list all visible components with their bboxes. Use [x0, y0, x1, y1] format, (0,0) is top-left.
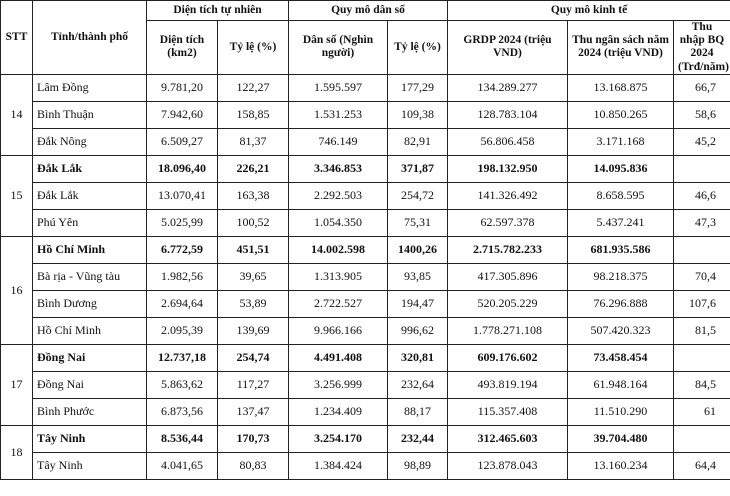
table-row — [1, 74, 730, 101]
cell-stt: 16 — [1, 236, 33, 344]
table-row — [1, 263, 730, 290]
cell-grdp: 493.819.194 — [448, 371, 568, 398]
cell-budget: 73.458.454 — [568, 344, 674, 371]
cell-population-pct: 98,89 — [388, 452, 448, 479]
cell-area-pct: 39,65 — [218, 263, 289, 290]
cell-area-pct: 254,74 — [218, 344, 289, 371]
cell-area-pct: 137,47 — [218, 398, 289, 425]
cell-budget: 681.935.586 — [568, 236, 674, 263]
cell-population: 9.966.166 — [289, 317, 388, 344]
cell-population-pct: 232,44 — [388, 425, 448, 452]
cell-area-pct: 122,27 — [218, 74, 289, 101]
cell-income: 47,3 — [674, 209, 730, 236]
cell-province: Phú Yên — [33, 209, 147, 236]
cell-grdp: 128.783.104 — [448, 101, 568, 128]
cell-grdp: 123.878.043 — [448, 452, 568, 479]
cell-grdp: 115.357.408 — [448, 398, 568, 425]
table-row — [1, 236, 730, 263]
cell-area-pct: 163,38 — [218, 182, 289, 209]
cell-population: 3.254.170 — [289, 425, 388, 452]
cell-income: 70,4 — [674, 263, 730, 290]
cell-area: 6.772,59 — [147, 236, 218, 263]
cell-province: Tây Ninh — [33, 452, 147, 479]
table-row — [1, 344, 730, 371]
table-row — [1, 398, 730, 425]
cell-grdp: 417.305.896 — [448, 263, 568, 290]
header-budget: Thu ngân sách năm 2024 (triệu VND) — [568, 21, 674, 75]
cell-income — [674, 236, 730, 263]
cell-population: 746.149 — [289, 128, 388, 155]
cell-area-pct: 80,83 — [218, 452, 289, 479]
cell-province: Bình Thuận — [33, 101, 147, 128]
cell-budget: 14.095.836 — [568, 155, 674, 182]
table-row — [1, 371, 730, 398]
header-province: Tỉnh/thành phố — [33, 1, 147, 75]
cell-grdp: 312.465.603 — [448, 425, 568, 452]
cell-population-pct: 93,85 — [388, 263, 448, 290]
header-income: Thu nhập BQ 2024 (Trđ/năm) — [674, 21, 730, 75]
header-population-group: Quy mô dân số — [289, 1, 448, 21]
cell-grdp: 520.205.229 — [448, 290, 568, 317]
cell-population: 1.234.409 — [289, 398, 388, 425]
cell-population-pct: 109,38 — [388, 101, 448, 128]
cell-area-pct: 117,27 — [218, 371, 289, 398]
table-row — [1, 425, 730, 452]
cell-grdp: 609.176.602 — [448, 344, 568, 371]
cell-area-pct: 139,69 — [218, 317, 289, 344]
header-grdp: GRDP 2024 (triệu VND) — [448, 21, 568, 75]
cell-income: 107,6 — [674, 290, 730, 317]
cell-population: 3.346.853 — [289, 155, 388, 182]
cell-area: 5.863,62 — [147, 371, 218, 398]
cell-stt: 15 — [1, 155, 33, 236]
cell-population: 1.595.597 — [289, 74, 388, 101]
cell-budget: 3.171.168 — [568, 128, 674, 155]
cell-grdp: 62.597.378 — [448, 209, 568, 236]
cell-budget: 13.160.234 — [568, 452, 674, 479]
cell-province: Đồng Nai — [33, 371, 147, 398]
cell-province: Tây Ninh — [33, 425, 147, 452]
table-row — [1, 101, 730, 128]
cell-area-pct: 81,37 — [218, 128, 289, 155]
table-row — [1, 209, 730, 236]
table-body — [1, 74, 730, 479]
cell-population: 1.384.424 — [289, 452, 388, 479]
cell-area-pct: 158,85 — [218, 101, 289, 128]
cell-population-pct: 320,81 — [388, 344, 448, 371]
cell-area-pct: 100,52 — [218, 209, 289, 236]
cell-area: 18.096,40 — [147, 155, 218, 182]
cell-income: 61 — [674, 398, 730, 425]
cell-population-pct: 194,47 — [388, 290, 448, 317]
cell-area-pct: 53,89 — [218, 290, 289, 317]
cell-area-pct: 451,51 — [218, 236, 289, 263]
cell-population-pct: 996,62 — [388, 317, 448, 344]
cell-budget: 507.420.323 — [568, 317, 674, 344]
cell-area: 2.694,64 — [147, 290, 218, 317]
cell-province: Hồ Chí Minh — [33, 236, 147, 263]
cell-income: 58,6 — [674, 101, 730, 128]
cell-income — [674, 344, 730, 371]
cell-stt: 18 — [1, 425, 33, 479]
cell-budget: 61.948.164 — [568, 371, 674, 398]
cell-population: 1.531.253 — [289, 101, 388, 128]
cell-area: 12.737,18 — [147, 344, 218, 371]
cell-province: Bà rịa - Vũng tàu — [33, 263, 147, 290]
cell-area: 9.781,20 — [147, 74, 218, 101]
cell-area: 1.982,56 — [147, 263, 218, 290]
cell-population: 2.292.503 — [289, 182, 388, 209]
cell-income: 84,5 — [674, 371, 730, 398]
cell-grdp: 56.806.458 — [448, 128, 568, 155]
cell-area-pct: 226,21 — [218, 155, 289, 182]
cell-population: 4.491.408 — [289, 344, 388, 371]
cell-budget: 39.704.480 — [568, 425, 674, 452]
header-population: Dân số (Nghìn người) — [289, 21, 388, 75]
cell-budget: 11.510.290 — [568, 398, 674, 425]
cell-grdp: 134.289.277 — [448, 74, 568, 101]
cell-area: 6.873,56 — [147, 398, 218, 425]
cell-population: 2.722.527 — [289, 290, 388, 317]
cell-grdp: 2.715.782.233 — [448, 236, 568, 263]
cell-population: 1.054.350 — [289, 209, 388, 236]
header-area-pct: Tỷ lệ (%) — [218, 21, 289, 75]
table-row — [1, 317, 730, 344]
cell-province: Đồng Nai — [33, 344, 147, 371]
cell-province: Lâm Đồng — [33, 74, 147, 101]
cell-province: Hồ Chí Minh — [33, 317, 147, 344]
table-row — [1, 182, 730, 209]
cell-area: 5.025,99 — [147, 209, 218, 236]
cell-area: 6.509,27 — [147, 128, 218, 155]
cell-area-pct: 170,73 — [218, 425, 289, 452]
cell-income: 64,4 — [674, 452, 730, 479]
cell-stt: 14 — [1, 74, 33, 155]
cell-budget: 10.850.265 — [568, 101, 674, 128]
cell-province: Đắk Lắk — [33, 182, 147, 209]
cell-population-pct: 1400,26 — [388, 236, 448, 263]
header-stt: STT — [1, 1, 33, 75]
cell-budget: 5.437.241 — [568, 209, 674, 236]
header-economy-group: Quy mô kinh tế — [448, 1, 730, 21]
cell-budget: 98.218.375 — [568, 263, 674, 290]
cell-grdp: 198.132.950 — [448, 155, 568, 182]
cell-area: 7.942,60 — [147, 101, 218, 128]
cell-population: 3.256.999 — [289, 371, 388, 398]
cell-income — [674, 155, 730, 182]
cell-area: 2.095,39 — [147, 317, 218, 344]
cell-area: 13.070,41 — [147, 182, 218, 209]
cell-stt: 17 — [1, 344, 33, 425]
header-area-group: Diện tích tự nhiên — [147, 1, 289, 21]
cell-income: 66,7 — [674, 74, 730, 101]
cell-province: Đắk Nông — [33, 128, 147, 155]
table-row — [1, 155, 730, 182]
cell-population-pct: 254,72 — [388, 182, 448, 209]
table-row — [1, 290, 730, 317]
header-area: Diện tích (km2) — [147, 21, 218, 75]
cell-grdp: 1.778.271.108 — [448, 317, 568, 344]
cell-budget: 76.296.888 — [568, 290, 674, 317]
cell-area: 4.041,65 — [147, 452, 218, 479]
cell-income: 45,2 — [674, 128, 730, 155]
cell-income — [674, 425, 730, 452]
table-row — [1, 452, 730, 479]
header-population-pct: Tỷ lệ (%) — [388, 21, 448, 75]
cell-population-pct: 371,87 — [388, 155, 448, 182]
cell-income: 46,6 — [674, 182, 730, 209]
cell-population-pct: 88,17 — [388, 398, 448, 425]
cell-population-pct: 232,64 — [388, 371, 448, 398]
table-row — [1, 128, 730, 155]
cell-province: Bình Dương — [33, 290, 147, 317]
cell-province: Bình Phước — [33, 398, 147, 425]
cell-population-pct: 75,31 — [388, 209, 448, 236]
cell-area: 8.536,44 — [147, 425, 218, 452]
cell-population: 1.313.905 — [289, 263, 388, 290]
cell-budget: 13.168.875 — [568, 74, 674, 101]
cell-income: 81,5 — [674, 317, 730, 344]
cell-grdp: 141.326.492 — [448, 182, 568, 209]
cell-population-pct: 82,91 — [388, 128, 448, 155]
cell-budget: 8.658.595 — [568, 182, 674, 209]
cell-population: 14.002.598 — [289, 236, 388, 263]
cell-population-pct: 177,29 — [388, 74, 448, 101]
cell-province: Đắk Lắk — [33, 155, 147, 182]
